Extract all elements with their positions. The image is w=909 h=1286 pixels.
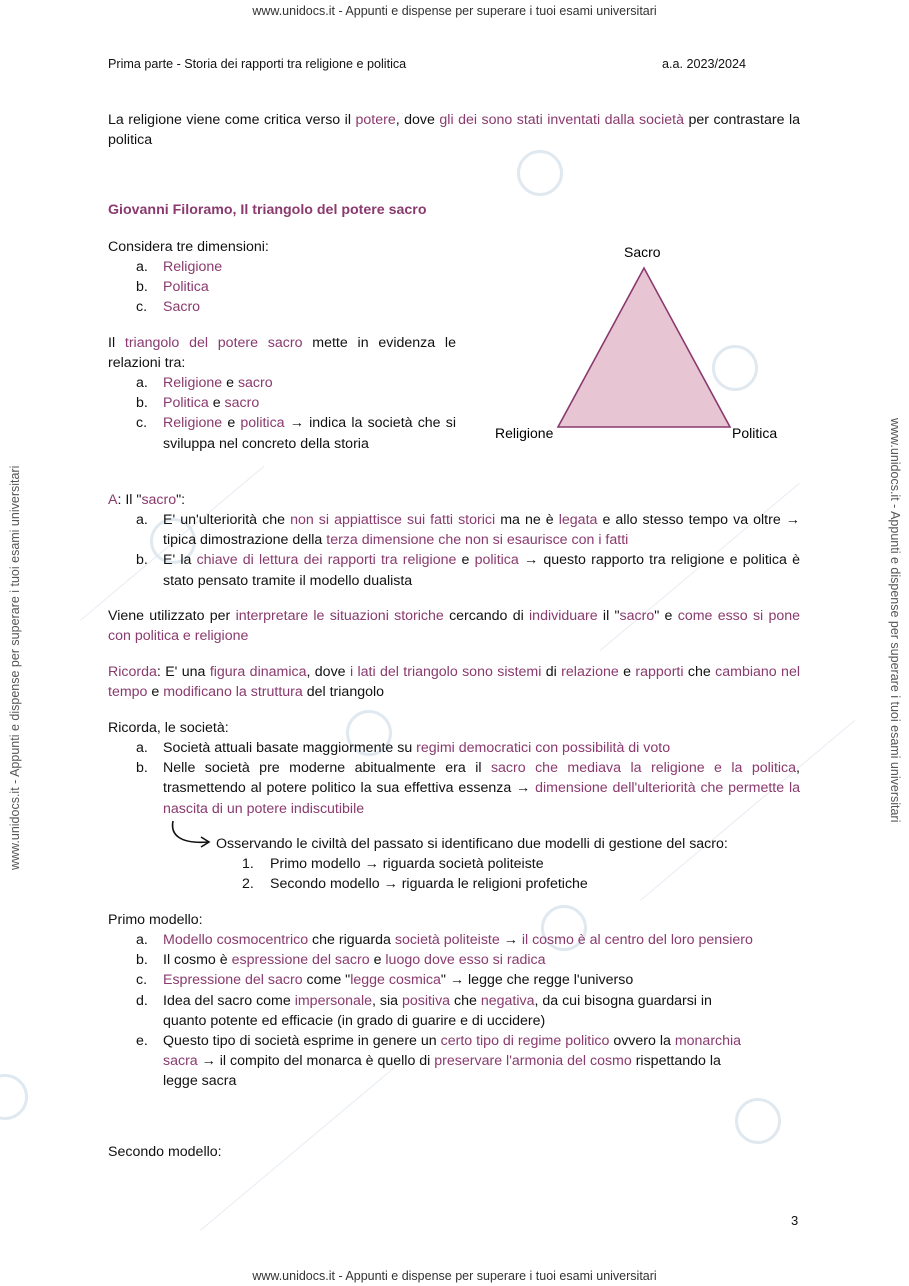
- relations-list: [108, 373, 456, 454]
- used-paragraph: Viene utilizzato per interpretare le situazioni storiche cercando di individuare il "sacro" e come esso si pone con politica e religione: [108, 608, 801, 644]
- list-item: c. Religione e politica → indica la società che si sviluppa nel concreto della storia: [136, 415, 456, 452]
- sacro-list: [108, 510, 800, 591]
- triangle-diagram: [490, 240, 790, 450]
- list-item: a. Modello cosmocentrico che riguarda società politeiste → il cosmo è al centro del loro pensiero: [136, 932, 753, 948]
- observe-text: Osservando le civiltà del passato si identificano due modelli di gestione del sacro:: [216, 836, 728, 852]
- primo-list: [108, 930, 800, 1092]
- ricorda-paragraph: Ricorda: E' una figura dinamica, dove i lati del triangolo sono sistemi di relazione e rapporti che cambiano nel tempo e modificano la struttura del triangolo: [108, 664, 800, 700]
- watermark-left: www.unidocs.it - Appunti e dispense per superare i tuoi esami universitari: [8, 465, 22, 870]
- dimensions-intro: Considera tre dimensioni:: [108, 239, 269, 255]
- watermark-logo-icon: [0, 1074, 28, 1120]
- list-item: b. Politica e sacro: [136, 395, 260, 412]
- list-item: e. Questo tipo di società esprime in genere un certo tipo di regime politico ovvero la monarchia sacra → il compito del monarca è quello di preservare l'armonia del cosmo rispettando la legge sacra: [136, 1033, 742, 1090]
- intro-paragraph: La religione viene come critica verso il potere, dove gli dei sono stati inventati dalla società per contrastare la politica: [108, 112, 800, 148]
- list-item: b. Politica: [136, 279, 209, 296]
- models-list: [216, 854, 588, 894]
- watermark-bottom[interactable]: www.unidocs.it - Appunti e dispense per superare i tuoi esami universitari: [252, 1269, 657, 1283]
- vertex-label-sacro: Sacro: [624, 244, 661, 260]
- watermark-logo-icon: [517, 150, 563, 196]
- vertex-label-politica: Politica: [732, 425, 778, 441]
- header-year: a.a. 2023/2024: [662, 57, 747, 71]
- list-item: c. Sacro: [136, 299, 201, 316]
- list-item: c. Espressione del sacro come "legge cosmica" → legge che regge l'universo: [136, 972, 634, 989]
- list-item: a. Religione: [136, 259, 223, 275]
- list-item: b. E' la chiave di lettura dei rapporti tra religione e politica → questo rapporto tra religione e politica è stato pensato tramite il modello dualista: [136, 552, 800, 589]
- secondo-intro: Secondo modello:: [108, 1144, 222, 1160]
- list-item: b. Nelle società pre moderne abitualmente era il sacro che mediava la religione e la politica, trasmettendo al potere politico la sua effettiva essenza → dimensione dell'ulteriorità che permette la nascita di un potere indiscutibile: [136, 760, 801, 817]
- triangle-shape: [558, 268, 730, 427]
- list-item: b. Il cosmo è espressione del sacro e luogo dove esso si radica: [136, 952, 546, 969]
- list-item: 1. Primo modello → riguarda società politeiste: [242, 856, 544, 872]
- watermark-top[interactable]: www.unidocs.it - Appunti e dispense per superare i tuoi esami universitari: [252, 4, 657, 18]
- list-item: a. E' un'ulteriorità che non si appiattisce sui fatti storici ma ne è legata e allo stesso tempo va oltre → tipica dimostrazione della terza dimensione che non si esaurisce con i fatti: [136, 512, 800, 549]
- watermark-right: www.unidocs.it - Appunti e dispense per superare i tuoi esami universitari: [888, 418, 902, 823]
- vertex-label-religione: Religione: [495, 425, 554, 441]
- list-item: a. Religione e sacro: [136, 375, 273, 391]
- sacro-intro: A: Il "sacro":: [108, 492, 186, 508]
- ricorda-societa-intro: Ricorda, le società:: [108, 720, 229, 736]
- page-number: 3: [791, 1213, 799, 1228]
- primo-intro: Primo modello:: [108, 912, 203, 928]
- curved-arrow-icon: [168, 818, 216, 852]
- list-item: a. Società attuali basate maggiormente su regimi democratici con possibilità di voto: [136, 740, 671, 756]
- section-heading: Giovanni Filoramo, Il triangolo del potere sacro: [108, 202, 427, 218]
- header-title: Prima parte - Storia dei rapporti tra religione e politica: [108, 57, 407, 71]
- societa-list: [108, 738, 800, 819]
- triangle-intro: Il triangolo del potere sacro mette in evidenza le relazioni tra:: [108, 335, 456, 371]
- watermark-logo-icon: [735, 1098, 781, 1144]
- list-item: d. Idea del sacro come impersonale, sia positiva che negativa, da cui bisogna guardarsi in quanto potente ed efficacie (in grado di guarire e di uccidere): [136, 992, 712, 1029]
- dimensions-list: [108, 257, 222, 318]
- list-item: 2. Secondo modello → riguarda le religioni profetiche: [242, 876, 588, 893]
